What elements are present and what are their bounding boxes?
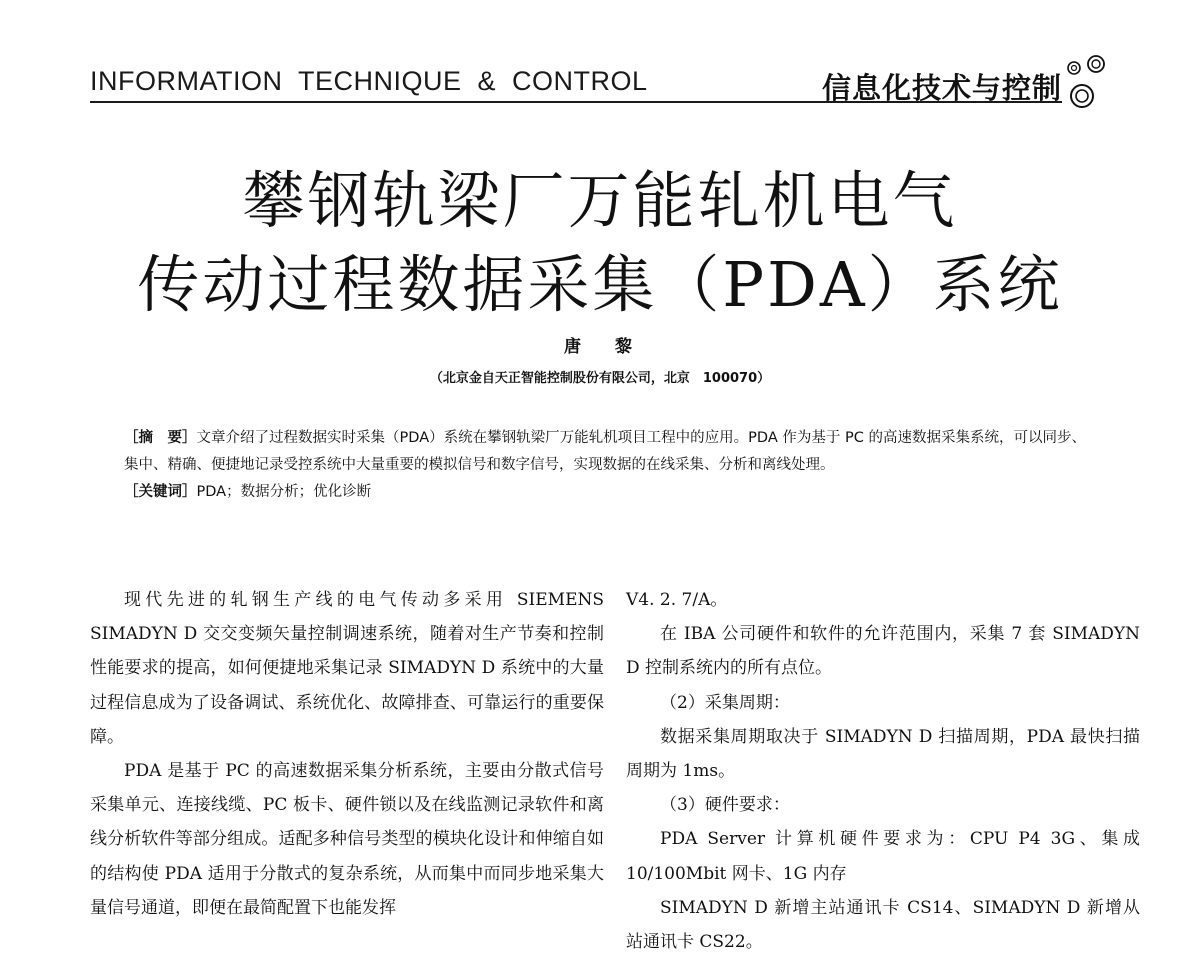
abstract-label: ［摘 要］ (124, 430, 197, 446)
section-heading: （2）采集周期： (660, 692, 790, 713)
keywords-text: PDA；数据分析；优化诊断 (196, 484, 372, 500)
paragraph: 现代先进的轧钢生产线的电气传动多采用 SIEMENS SIMADYN D 交交变频矢量控制调速系统，随着对生产节奏和控制性能要求的提高，如何便捷地采集记录 SIMADYN D 系统中的大量过程信息成为了设备调试、系统优化、故障排查、可靠运行的重要保障。 (90, 590, 604, 747)
article-title-line-2: 传动过程数据采集（PDA）系统 (137, 248, 1063, 321)
paragraph: 数据采集周期取决于 SIMADYN D 扫描周期，PDA 最快扫描周期为 1ms。 (626, 726, 1140, 782)
paragraph: PDA Server 计算机硬件要求为：CPU P4 3G、集成 10/100Mbit 网卡、1G 内存 (626, 829, 1140, 884)
paragraph: SIMADYN D 新增主站通讯卡 CS14、SIMADYN D 新增从站通讯卡 CS22。 (626, 897, 1140, 953)
author: 唐 黎 (564, 337, 646, 357)
article-title-line-1: 攀钢轨梁厂万能轧机电气 (242, 164, 958, 237)
abstract (124, 425, 1086, 479)
abstract-block (124, 425, 1086, 506)
affiliation: （北京金自天正智能控制股份有限公司，北京 100070） (429, 371, 771, 386)
section-heading: （3）硬件要求： (660, 795, 790, 816)
abstract-text: 文章介绍了过程数据实时采集（PDA）系统在攀钢轨梁厂万能轧机项目工程中的应用。PDA 作为基于 PC 的高速数据采集系统，可以同步、集中、精确、便捷地记录受控系统中大量重要的模拟信号和数字信号，实现数据的在线采集、分析和离线处理。 (124, 430, 1086, 473)
body-column-left (90, 583, 604, 925)
body-column-right (626, 583, 1140, 959)
keywords-label: ［关键词］ (124, 484, 197, 500)
journal-header-english: INFORMATION TECHNIQUE & CONTROL (90, 66, 648, 96)
paragraph: V4. 2. 7/A。 (626, 590, 728, 610)
circles-decoration-icon (1060, 52, 1116, 122)
paragraph: PDA 是基于 PC 的高速数据采集分析系统，主要由分散式信号采集单元、连接线缆、PC 板卡、硬件锁以及在线监测记录软件和离线分析软件等部分组成。适配多种信号类型的模块化设计和伸缩自如的结构使 PDA 适用于分散式的复杂系统，从而集中而同步地采集大量信号通道，即便在最简配置下也能发挥 (90, 761, 604, 918)
keywords (124, 479, 1086, 506)
paragraph: 在 IBA 公司硬件和软件的允许范围内，采集 7 套 SIMADYN D 控制系统内的所有点位。 (626, 624, 1140, 679)
journal-header-chinese: 信息化技术与控制 (822, 71, 1063, 105)
